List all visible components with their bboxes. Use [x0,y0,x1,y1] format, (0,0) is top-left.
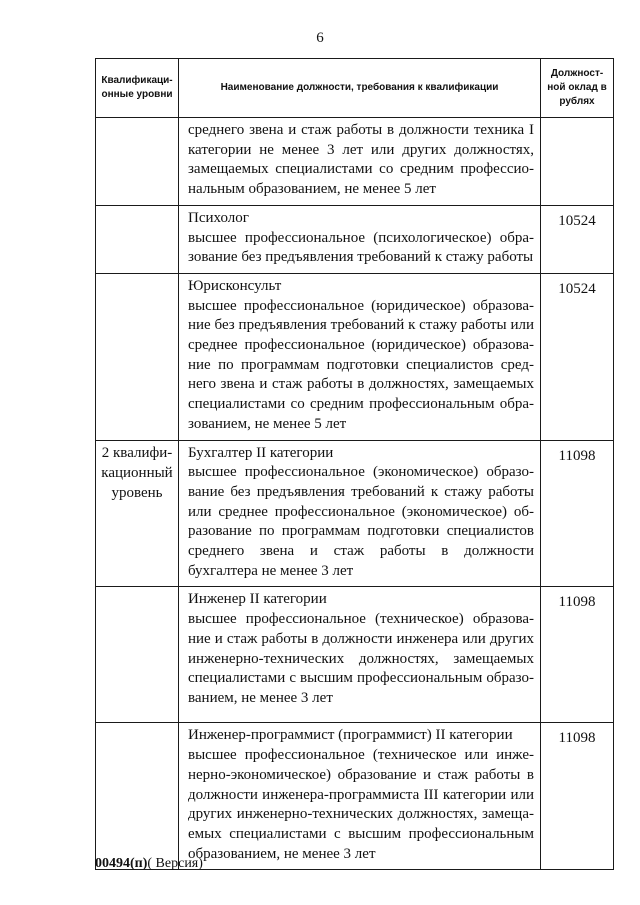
position-requirements: высшее профессиональное (юридическое) образова-ние без предъявления требований к стажу работы или среднее профессиональное (юридическое) образова-ние по программам подготовки специалистов сред-него звена и стаж работы в должностях, замещаемых специалистами со средним профессиональным обра-зованием, не менее 5 лет [188,297,534,432]
salary-cell: 10524 [541,205,614,273]
header-salary: Должност-ной оклад в рублях [541,59,614,118]
position-cell [179,205,541,273]
salary-cell: 10524 [541,273,614,440]
position-requirements: среднего звена и стаж работы в должности техника I категории не менее 3 лет или других должностях, замещаемых специалистами со средним профессио-нальным образованием, не менее 5 лет [188,122,534,198]
position-requirements: высшее профессиональное (психологическое) обра-зование без предъявления требований к стажу работы [188,229,534,266]
salary-cell: 11098 [541,723,614,870]
position-cell [179,273,541,440]
position-requirements: высшее профессиональное (техническое или инже-нерно-экономическое) образование и стаж работы в должности инженера-программиста III категории или других инженерно-технических должностях, замеща-емых специалистами с высшим профессиональным образованием, не менее 3 лет [188,747,534,862]
document-code [95,856,203,872]
position-requirements: высшее профессиональное (экономическое) образо-вание без предъявления требований к стажу работы или среднее профессиональное (экономическое) об-разование по программам подготовки специалистов среднего звена и стаж работы в должности бухгалтера не менее 3 лет [188,464,534,579]
position-title: Инженер II категории [188,591,327,608]
table-row [96,723,614,870]
table-row [96,587,614,723]
table-row [96,205,614,273]
page-number: 6 [316,30,324,46]
header-qualification-levels: Квалификаци-онные уровни [96,59,179,118]
position-title: Бухгалтер II категории [188,444,334,461]
table-row [96,118,614,206]
position-cell [179,118,541,206]
salary-cell: 11098 [541,587,614,723]
header-position-requirements: Наименование должности, требования к квалификации [179,59,541,118]
level-cell: 2 квалифи-кационный уровень [96,440,179,587]
level-cell [96,587,179,723]
level-cell [96,205,179,273]
level-cell [96,273,179,440]
salary-table [95,58,614,870]
level-cell [96,118,179,206]
table-row [96,440,614,587]
salary-cell: 11098 [541,440,614,587]
salary-cell [541,118,614,206]
position-cell [179,440,541,587]
position-title: Юрисконсульт [188,277,282,294]
position-cell [179,587,541,723]
position-title: Инженер-программист (программист) II категории [188,727,513,744]
position-requirements: высшее профессиональное (техническое) образова-ние и стаж работы в должности инженера или других инженерно-технических должностях, замещаемых специалистами с высшим профессиональным образо-ванием, не менее 3 лет [188,611,534,706]
document-version-label: ( Версия) [147,856,203,871]
table-row [96,273,614,440]
level-cell [96,723,179,870]
position-title: Психолог [188,209,249,226]
document-code-number: 00494(п) [95,856,148,871]
table-header-row [96,59,614,118]
position-cell [179,723,541,870]
